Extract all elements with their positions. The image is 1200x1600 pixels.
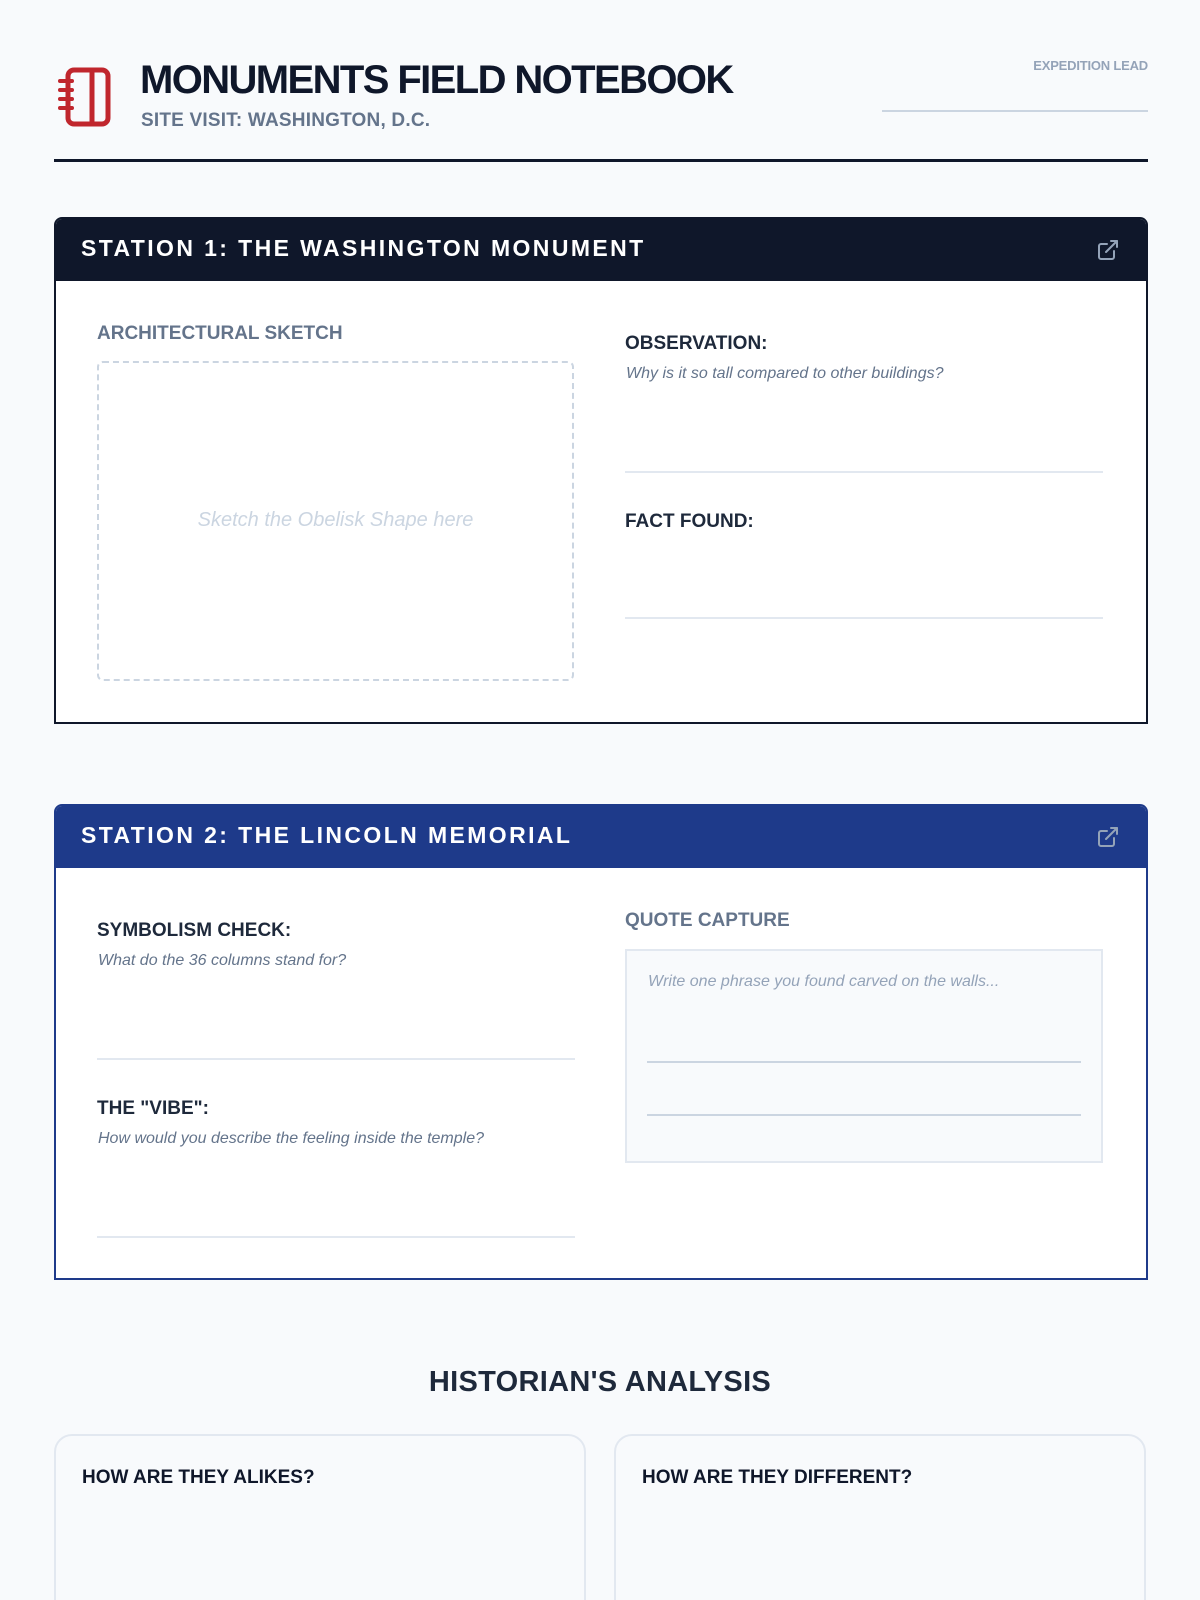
page-header — [54, 58, 1148, 162]
station-2-header — [56, 806, 1146, 868]
fact-found-label: FACT FOUND: — [625, 511, 754, 532]
observation-label: OBSERVATION: — [625, 333, 768, 354]
page-title: MONUMENTS FIELD NOTEBOOK — [140, 58, 733, 102]
station-2-card — [54, 804, 1148, 1280]
analysis-title: HISTORIAN'S ANALYSIS — [428, 1366, 772, 1398]
alike-answer-card[interactable] — [54, 1434, 586, 1600]
symbolism-hint: What do the 36 columns stand for? — [98, 952, 347, 969]
symbolism-label: SYMBOLISM CHECK: — [97, 920, 292, 941]
alike-question: HOW ARE THEY ALIKES? — [82, 1467, 315, 1488]
observation-answer-line[interactable] — [625, 471, 1103, 473]
station-1-title: STATION 1: THE WASHINGTON MONUMENT — [81, 235, 646, 261]
quote-capture-box[interactable] — [625, 949, 1103, 1163]
page-subtitle: SITE VISIT: WASHINGTON, D.C. — [141, 110, 431, 131]
different-answer-card[interactable] — [614, 1434, 1146, 1600]
quote-placeholder: Write one phrase you found carved on the walls... — [648, 973, 1000, 990]
external-link-icon[interactable] — [1096, 825, 1120, 849]
sketch-label: ARCHITECTURAL SKETCH — [97, 323, 343, 344]
fact-found-answer-line[interactable] — [625, 617, 1103, 619]
station-1-header — [56, 219, 1146, 281]
vibe-answer-line[interactable] — [97, 1236, 575, 1238]
vibe-hint: How would you describe the feeling inside the temple? — [98, 1130, 485, 1147]
station-2-title: STATION 2: THE LINCOLN MEMORIAL — [81, 822, 573, 848]
sketch-area[interactable] — [97, 361, 574, 681]
external-link-icon[interactable] — [1096, 238, 1120, 262]
quote-line — [647, 1061, 1081, 1063]
notebook-icon — [56, 64, 114, 128]
vibe-label: THE "VIBE": — [97, 1098, 209, 1119]
expedition-lead-label: EXPEDITION LEAD — [1033, 58, 1148, 73]
station-1-card — [54, 217, 1148, 724]
expedition-lead-field[interactable] — [882, 110, 1148, 112]
different-question: HOW ARE THEY DIFFERENT? — [642, 1467, 913, 1488]
sketch-placeholder: Sketch the Obelisk Shape here — [197, 509, 474, 531]
symbolism-answer-line[interactable] — [97, 1058, 575, 1060]
quote-capture-label: QUOTE CAPTURE — [625, 910, 790, 931]
quote-line — [647, 1114, 1081, 1116]
observation-hint: Why is it so tall compared to other buildings? — [626, 365, 944, 382]
